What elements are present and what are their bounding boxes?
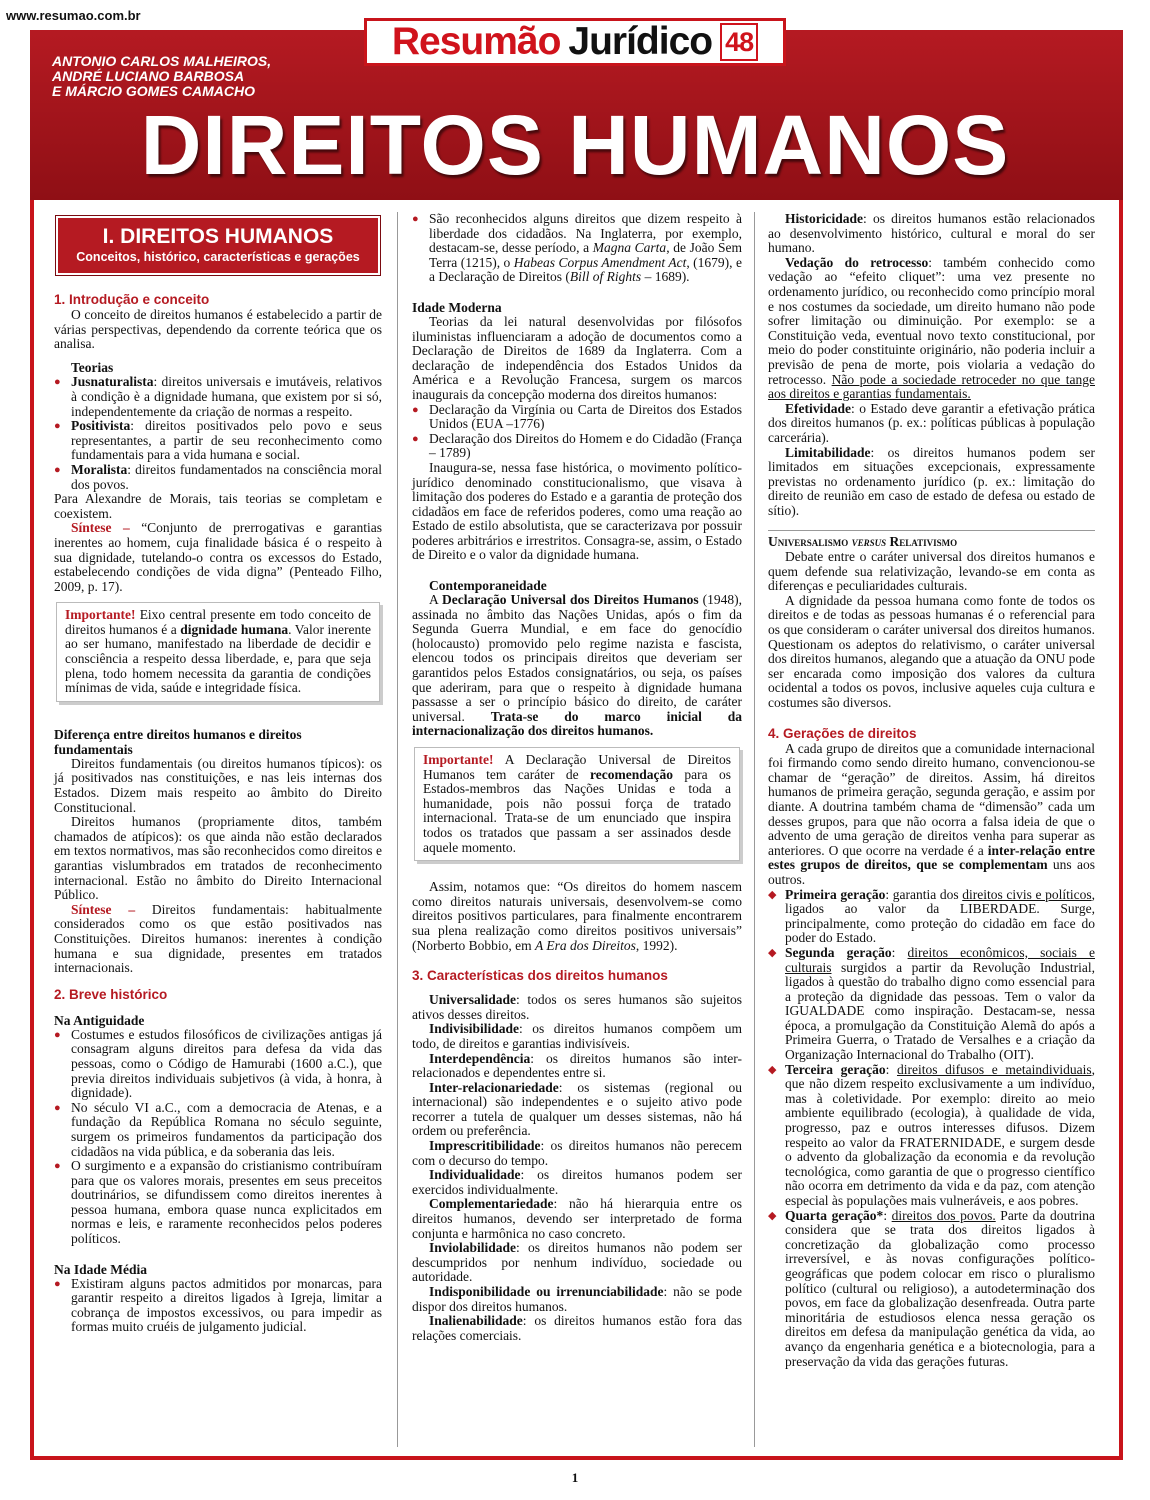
list-item: ● São reconhecidos alguns direitos que dizem respeito à liberdade dos cidadãos. Na Inglaterra, por exemplo, destacam-se, desse período, a Magna Carta, de João Sem Terra (1215), o Habeas Corpus Amendment Act, (1679), e a Declaração de Direitos (Bill of Rights – 1689). — [412, 212, 742, 285]
list-item: ◆ Primeira geração: garantia dos direitos civis e políticos, ligados ao valor da LIBERDADE. Surge, principalmente, como proteção do cidadão em face do poder do Estado. — [768, 888, 1095, 946]
important-box: Importante! A Declaração Universal de Direitos Humanos tem caráter de recomendação para os Estados-membros das Nações Unidas e toda a humanidade, pois não possui força de tratado internacional. Trata-se de um enunciado que inspira todos os tratados que passam a ser assinados desde aquele momento. — [414, 747, 740, 861]
paragraph: Para Alexandre de Morais, tais teorias se completam e coexistem. — [54, 491, 382, 521]
subheading-universalismo: Universalismo versus Relativismo — [768, 534, 958, 550]
synthesis-paragraph: Síntese – “Conjunto de prerrogativas e garantias inerentes ao homem, cuja finalidade básica é o respeito à sua dignidade, tutelando-o contra os excessos do Estado, estabelecendo condições de vida digna” (Penteado Filho, 2009, p. 17). — [54, 520, 382, 594]
logo-word-juridico: Jurídico — [568, 20, 713, 63]
list-item: ◆ Quarta geração*: direitos dos povos. Parte da doutrina considera que se trata dos direitos ligados à concretização da globalização como processo irreversível, e às novas configurações político-geográficas que podem colocar em risco o pluralismo político (cultural ou religioso), a autodeterminação dos povos, em face da globalização desenfreada. Outra parte minoritária de estudiosos elenca nessa geração os direitos em defesa da manipulação genética da vida, ao avanço da engenharia genética e a biotecnologia, para a preservação da vida das gerações futuras. — [768, 1209, 1095, 1370]
characteristic-item: Inter-relacionariedade: os sistemas (regional ou internacional) são independentes e o sujeito ativo pode recorrer a tutela de qualquer um desses sistemas, não há ordem ou preferência. — [412, 1079, 742, 1139]
theories-list — [54, 375, 382, 492]
heading-caracteristicas: 3. Características dos direitos humanos — [412, 968, 668, 984]
list-item: ● Moralista: direitos fundamentados na consciência moral dos povos. — [54, 463, 382, 492]
characteristic-item: Universalidade: todos os seres humanos são sujeitos ativos desses direitos. — [412, 992, 742, 1022]
characteristic-item: Inviolabilidade: os direitos humanos não podem ser descumpridos por nenhum indivíduo, sociedade ou autoridade. — [412, 1240, 742, 1285]
quote-paragraph: Assim, notamos que: “Os direitos do homem nascem como direitos naturais universais, desenvolvem-se como direitos positivos particulares, para finalmente encontrarem sua plena realização como direitos positivos universais” (Norberto Bobbio, em A Era dos Direitos, 1992). — [412, 879, 742, 953]
column-2 — [412, 212, 742, 1343]
paragraph: Teorias da lei natural desenvolvidas por filósofos iluministas influenciaram a adoção de documentos como a Declaração de Direitos de 1689 da Inglaterra. Com a declaração de independência dos Estados Unidos da América e a Revolução Francesa, surgem os marcos inaugurais da concepção moderna dos direitos humanos: — [412, 313, 742, 402]
list-item: ◆ Segunda geração: direitos econômicos, sociais e culturais surgidos a partir da Revolução Industrial, ligados à questão do trabalho digno como essencial para a proteção da dignidade das pessoas. Tem o valor da IGUALDADE como inspiração. Destacam-se, nessa época, a promulgação da Constituição Alemã do após a Primeira Guerra, o Tratado de Versalhes e a criação da Organização Internacional do Trabalho (OIT). — [768, 946, 1095, 1063]
column-1 — [54, 212, 382, 1335]
column-divider — [397, 212, 398, 1447]
authors — [52, 54, 271, 99]
important-box: Importante! Eixo central presente em todo conceito de direitos humanos é a dignidade humana. Valor inerente ao ser humano, manifestado na liberdade de decidir e consciência a respeito dessa liberdade, e, para que seja plena, todo homem necessita da garantia de condições mínimas de vida, saúde e integridade física. — [56, 602, 380, 702]
modern-list — [412, 403, 742, 461]
paragraph: Direitos fundamentais (ou direitos humanos típicos): os já positivados nas constituições, e nas leis internas dos Estados. Dizem mais respeito ao âmbito do Direito Constitucional. — [54, 755, 382, 815]
paragraph: A Declaração Universal dos Direitos Humanos (1948), assinada no âmbito das Nações Unidas, após o fim da Segunda Guerra Mundial, e em face do genocídio (holocausto) promovido pelo regime nazista e fascista, elencou todos os principais direitos que deveriam ser garantidos pelos Estados consignatários, ou seja, os países que aderiram, para que o respeito à dignidade humana passasse a ser o princípio básico do direito, de caráter universal. Trata-se do marco inicial da internacionalização dos direitos humanos. — [412, 592, 742, 739]
paragraph: O conceito de direitos humanos é estabelecido a partir de várias perspectivas, dependendo da corrente teórica que os analisa. — [54, 307, 382, 352]
list-item: ● Declaração dos Direitos do Homem e do Cidadão (França – 1789) — [412, 432, 742, 461]
characteristic-item: Historicidade: os direitos humanos estão relacionados ao desenvolvimento histórico, cultural e moral do ser humano. — [768, 211, 1095, 256]
characteristic-item: Indivisibilidade: os direitos humanos compõem um todo, de direitos e garantias indivisíveis. — [412, 1021, 742, 1051]
column-3 — [768, 212, 1095, 1369]
heading-historico: 2. Breve histórico — [54, 986, 168, 1002]
heading-introducao: 1. Introdução e conceito — [54, 292, 210, 307]
subheading-antiguidade: Na Antiguidade — [54, 1012, 145, 1028]
middle-ages-list — [54, 1277, 382, 1335]
section-heading-box — [58, 218, 378, 273]
middle-ages-list-cont — [412, 212, 742, 285]
column-divider — [754, 212, 755, 1447]
author-line: ANTONIO CARLOS MALHEIROS, — [52, 53, 272, 69]
list-item: ● No século VI a.C., com a democracia de Atenas, e a fundação da República Romana no século seguinte, surgem os primeiros fundamentos da participação dos cidadãos na vida pública, e da soberania das leis. — [54, 1101, 382, 1159]
paragraph: Inaugura-se, nessa fase histórica, o movimento político-jurídico denominado constitucionalismo, que visava à limitação dos poderes do Estado e a garantia de proteção dos cidadãos em face de referidos poderes, como uma reação ao Estado de estilo absolutista, que se caracterizava por possuir poderes arbitrários e irrestritos. Consagra-se, assim, o Estado de Direito e o valor da dignidade humana. — [412, 459, 742, 563]
site-url[interactable]: www.resumao.com.br — [6, 8, 141, 23]
logo-word-resumao: Resumão — [391, 20, 561, 63]
subheading-teorias: Teorias — [71, 359, 114, 375]
list-item: ● O surgimento e a expansão do cristianismo contribuíram para que os valores morais, presentes em seus preceitos doutrinários, se difundissem como direitos inerentes à pessoa humana, embora quase nunca explicitados em normas e leis, e raramente reconhecidos pelos poderes políticos. — [54, 1159, 382, 1247]
list-item: ◆ Terceira geração: direitos difusos e metaindividuais, que não dizem respeito exclusivamente a um indivíduo, mas à coletividade. Por exemplo: direito ao meio ambiente equilibrado (ecologia), à qualidade de vida, progresso, paz e outros interesses difusos. Dizem respeito ao valor da FRATERNIDADE, e surgem desde o advento da globalização da economia e da revolução tecnológica, como garantia de que o progresso científico não ocorra em detrimento da vida e da paz, com atenção especial às populações mais vulneráveis, e aos pobres. — [768, 1063, 1095, 1209]
subheading-diferenca: Diferença entre direitos humanos e direitos fundamentais — [54, 726, 302, 757]
subheading-idade-moderna: Idade Moderna — [412, 299, 502, 315]
section-title: I. DIREITOS HUMANOS — [102, 225, 334, 248]
important-label: Importante! — [423, 752, 494, 767]
paragraph: Debate entre o caráter universal dos direitos humanos e quem defende sua relativização, levando-se em conta as diferenças e peculiaridades culturais. — [768, 549, 1095, 594]
issue-number: 48 — [720, 23, 758, 61]
characteristic-item: Interdependência: os direitos humanos são inter-relacionados e dependentes entre si. — [412, 1050, 742, 1081]
important-label: Importante! — [65, 607, 136, 623]
generations-list — [768, 888, 1095, 1370]
antiquity-list — [54, 1028, 382, 1247]
paragraph: A cada grupo de direitos que a comunidade internacional foi firmando como sendo direito humano, convencionou-se chamar de “geração” de direitos. Assim, há direitos humanos de primeira geração, segunda geração, e assim por diante. A doutrina também chama de “dimensão” cada um desses grupos, para que não ocorra a falsa ideia de que o advento de uma geração de direitos venha para superar as anteriores. O que ocorre na verdade é a inter-relação entre estes grupos de direitos, que se complementam uns aos outros. — [768, 740, 1096, 887]
characteristic-item: Complementariedade: não há hierarquia entre os direitos humanos, devendo ser interpretado de forma conjunta e harmônica no caso concreto. — [412, 1196, 742, 1241]
subheading-contemporaneidade: Contemporaneidade — [429, 578, 547, 594]
subheading-idade-media: Na Idade Média — [54, 1261, 148, 1277]
divider — [768, 530, 1095, 531]
brand-logo — [364, 18, 786, 66]
characteristic-item: Efetividade: o Estado deve garantir a efetivação prática dos direitos humanos (p. ex.: políticas públicas à população carcerária). — [768, 400, 1095, 445]
author-line: E MÁRCIO GOMES CAMACHO — [52, 83, 255, 99]
characteristic-item: Indisponibilidade ou irrenunciabilidade: não se pode dispor dos direitos humanos. — [412, 1284, 743, 1314]
characteristic-item: Individualidade: os direitos humanos podem ser exercidos individualmente. — [412, 1167, 742, 1197]
characteristic-item: Vedação do retrocesso: também conhecido como vedação ao “efeito cliquet”: uma vez presente no ordenamento jurídico, ou reconhecido como princípio moral e nos costumes da sociedade, um direito humano não pode sofrer limitação ou diminuição. Por exemplo: se a Constituição veda, eventual novo texto constitucional, por meio do poder constituinte originário, não poderia incluir a previsão de pena de morte, pois violaria a vedação do retrocesso. Não pode a sociedade retroceder no que tange aos direitos e garantias fundamentais. — [768, 254, 1095, 402]
list-item: ● Jusnaturalista: direitos universais e imutáveis, relativos à condição è a dignidade humana, que existem por si só, independentemente da criação de normas a respeito. — [54, 375, 382, 419]
paragraph: Direitos humanos (propriamente ditos, também chamados de atípicos): os que ainda não estão declarados em textos normativos, mas são reconhecidos como direitos e garantias vislumbrados em tratados de reconhecimento internacional. Estão no âmbito do Direito Internacional Público. — [54, 814, 382, 903]
list-item: ● Positivista: direitos positivados pelo povo e seus representantes, a partir de seu reconhecimento como fundamentais para a vida humana e social. — [54, 419, 382, 463]
page-title: DIREITOS HUMANOS — [140, 98, 1010, 192]
characteristic-item: Inalienabilidade: os direitos humanos estão fora das relações comerciais. — [412, 1313, 742, 1343]
characteristic-item: Limitabilidade: os direitos humanos podem ser limitados em situações excepcionais, expressamente previstas no ordenamento jurídico (p. ex.: limitação do direito de reunião em caso de estado de defesa ou estado de sítio). — [768, 444, 1095, 518]
list-item: ● Declaração da Virgínia ou Carta de Direitos dos Estados Unidos (EUA –1776) — [412, 403, 742, 432]
list-item: ● Existiram alguns pactos admitidos por monarcas, para garantir respeito a direitos ligados à Igreja, limitar a cobrança de impostos excessivos, ou para impedir as formas muito cruéis de julgamento judicial. — [54, 1277, 382, 1335]
author-line: ANDRÉ LUCIANO BARBOSA — [52, 68, 245, 84]
characteristics-list — [412, 993, 742, 1343]
paragraph: A dignidade da pessoa humana como fonte de todos os direitos e de todas as pessoas humanas é o referencial para os que consideram o caráter universal dos direitos humanos. Questionam os adeptos do relativismo, o caráter universal dos direitos humanos, alegando que a atuação da ONU pode ser encarada como imposição dos valores da cultura ocidental a todos os povos, inclusive aqueles cuja cultura e costumes são diversos. — [768, 592, 1095, 710]
page-number: 1 — [571, 1470, 579, 1485]
section-subtitle: Conceitos, histórico, características e gerações — [76, 250, 360, 264]
synthesis-paragraph: Síntese – Direitos fundamentais: habitualmente considerados como os que estão positivados nas Constituições. Direitos humanos: inerentes à condição humana e sua dignidade, presentes em tratados internacionais. — [54, 901, 382, 976]
list-item: ● Costumes e estudos filosóficos de civilizações antigas já consagram alguns direitos para defesa da vida das pessoas, como o Código de Hamurabi (1600 a.C.), que previa direitos individuais subjetivos (à vida, à honra, à dignidade). — [54, 1028, 382, 1101]
heading-geracoes: 4. Gerações de direitos — [768, 725, 917, 741]
characteristic-item: Imprescritibilidade: os direitos humanos não perecem com o decurso do tempo. — [412, 1138, 742, 1168]
